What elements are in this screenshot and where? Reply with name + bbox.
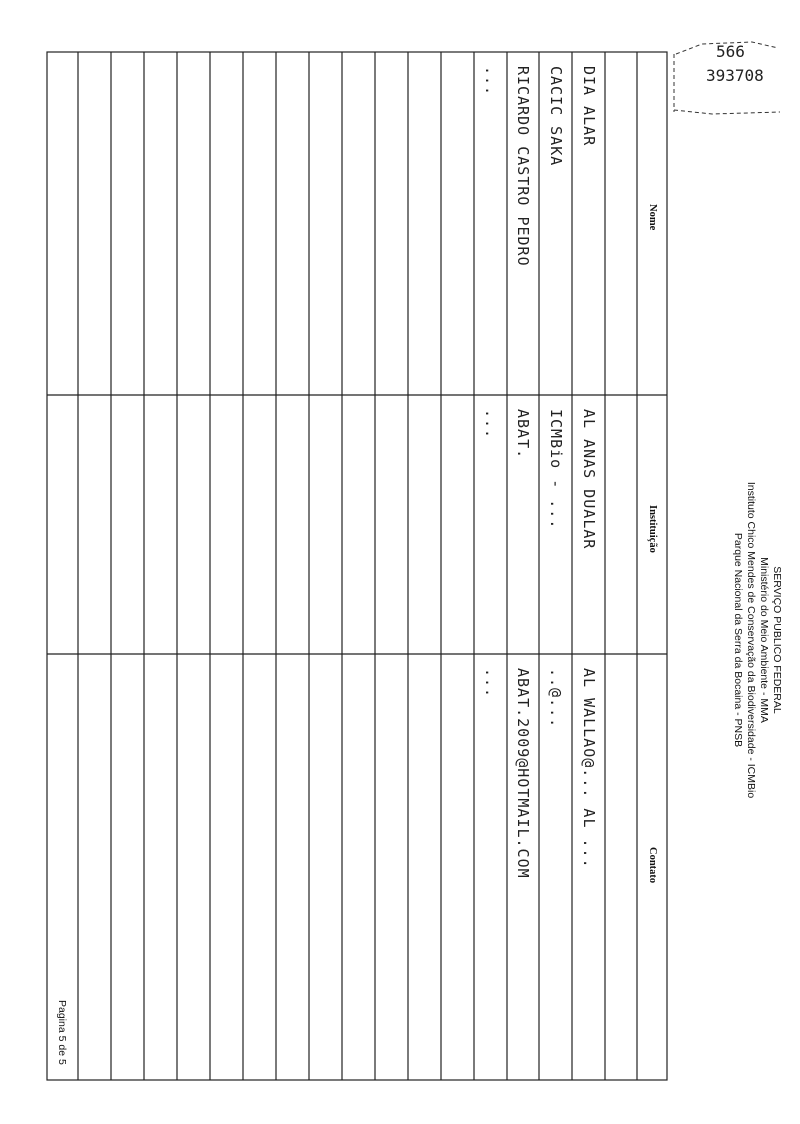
column-heading-instituicao: Instituição bbox=[647, 504, 658, 553]
cell-contato-row-4: ABAT.2009@HOTMAIL.COM bbox=[514, 668, 532, 879]
cell-contato-row-2: AL WALLAO@... AL ... bbox=[579, 668, 598, 869]
cell-instituicao-row-2: AL ANAS DUALAR bbox=[579, 409, 598, 550]
cell-instituicao-row-4: ABAT. bbox=[514, 409, 532, 460]
header-line4: Parque Nacional da Serra da Bocaina - PNSB bbox=[732, 532, 744, 748]
page-number: Pagina 5 de 5 bbox=[56, 1000, 68, 1065]
column-heading-nome: Nome bbox=[647, 203, 658, 230]
header-line2: Ministério do Meio Ambiente - MMA bbox=[758, 557, 770, 723]
cell-contato-row-3: ..@... bbox=[546, 668, 565, 729]
cell-nome-row-2: DIA ALAR bbox=[579, 66, 598, 147]
cell-contato-row-5: ... bbox=[481, 668, 500, 699]
header-line3: Instituto Chico Mendes de Conservação da Biodiversidade - ICMBio bbox=[745, 481, 757, 799]
cell-nome-row-3: CACIC SAKA bbox=[546, 66, 565, 167]
protocol-stamp bbox=[672, 40, 782, 118]
binder-hole-top bbox=[30, 400, 60, 430]
cell-nome-row-4: RICARDO CASTRO PEDRO bbox=[514, 66, 532, 267]
stamp-number-2: 393708 bbox=[706, 66, 764, 85]
header-line1: SERVIÇO PUBLICO FEDERAL bbox=[771, 566, 783, 714]
cell-nome-row-5: ... bbox=[481, 66, 500, 97]
cell-instituicao-row-5: ... bbox=[481, 409, 500, 440]
stamp-number-1: 566 bbox=[716, 42, 745, 61]
table-outer-border bbox=[47, 52, 667, 1080]
column-heading-contato: Contato bbox=[647, 847, 658, 884]
cell-instituicao-row-3: ICMBio - ... bbox=[546, 409, 565, 530]
binder-hole-bottom bbox=[30, 676, 60, 706]
